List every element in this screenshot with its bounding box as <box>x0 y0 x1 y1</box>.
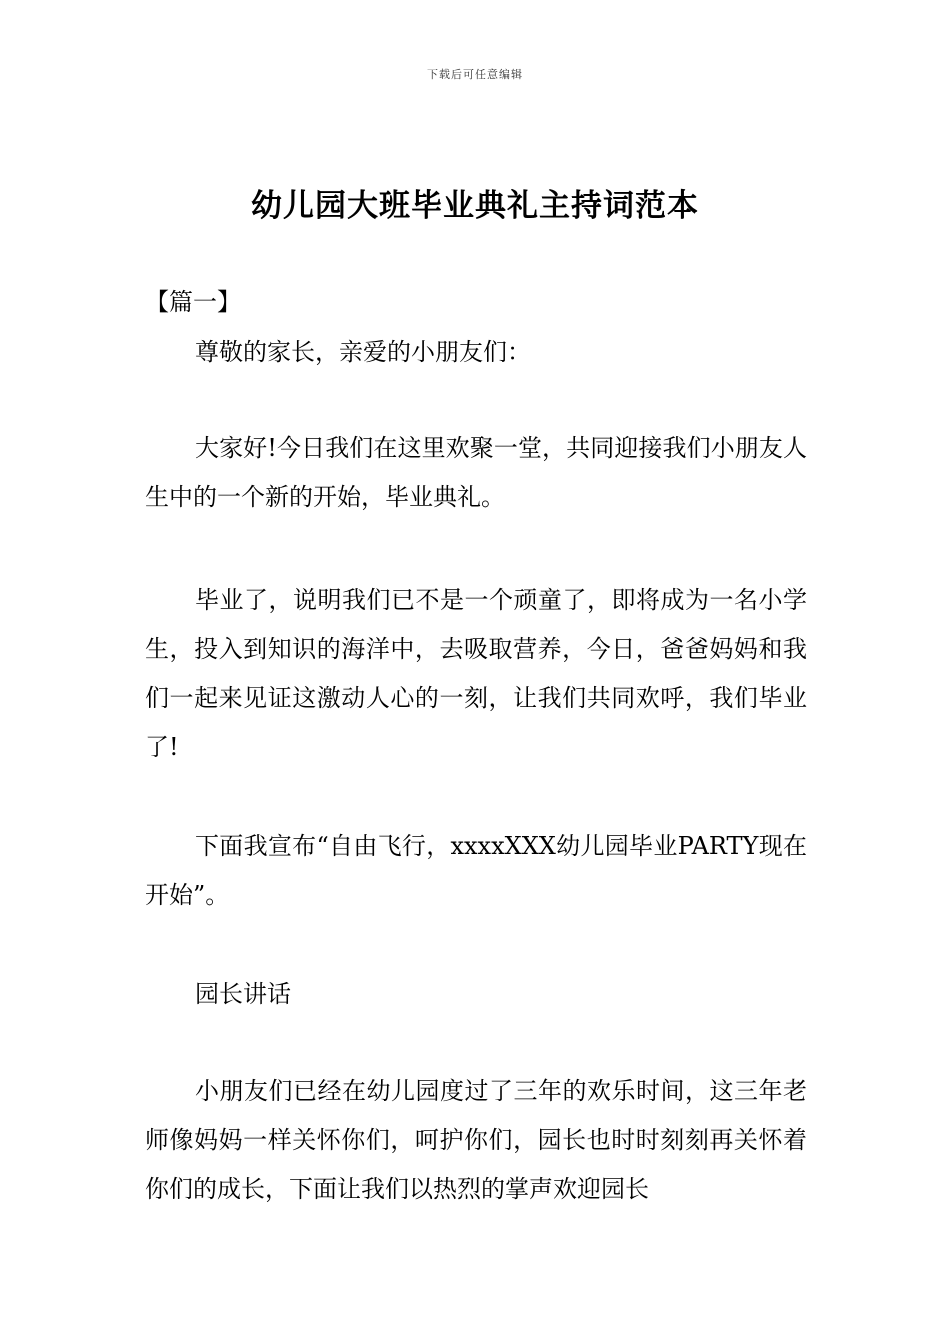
document-title: 幼儿园大班毕业典礼主持词范本 <box>251 188 699 224</box>
paragraph-welcome: 大家好!今日我们在这里欢聚一堂，共同迎接我们小朋友人生中的一个新的开始，毕业典礼。 <box>145 434 807 511</box>
header-note: 下载后可任意编辑 <box>427 68 523 81</box>
section-label: 【篇一】 <box>145 288 241 316</box>
paragraph-graduation: 毕业了，说明我们已不是一个顽童了，即将成为一名小学生，投入到知识的海洋中，去吸取营养，今日，爸爸妈妈和我们一起来见证这激动人心的一刻，让我们共同欢呼，我们毕业了! <box>145 586 807 761</box>
paragraph-principal-intro: 小朋友们已经在幼儿园度过了三年的欢乐时间，这三年老师像妈妈一样关怀你们，呵护你们，园长也时时刻刻再关怀着你们的成长，下面让我们以热烈的掌声欢迎园长 <box>145 1077 807 1203</box>
paragraph-principal-speech-heading: 园长讲话 <box>195 980 291 1008</box>
paragraph-greeting: 尊敬的家长，亲爱的小朋友们： <box>195 338 531 366</box>
paragraph-announcement: 下面我宣布“自由飞行，xxxxXXX幼儿园毕业PARTY现在开始”。 <box>145 832 807 909</box>
